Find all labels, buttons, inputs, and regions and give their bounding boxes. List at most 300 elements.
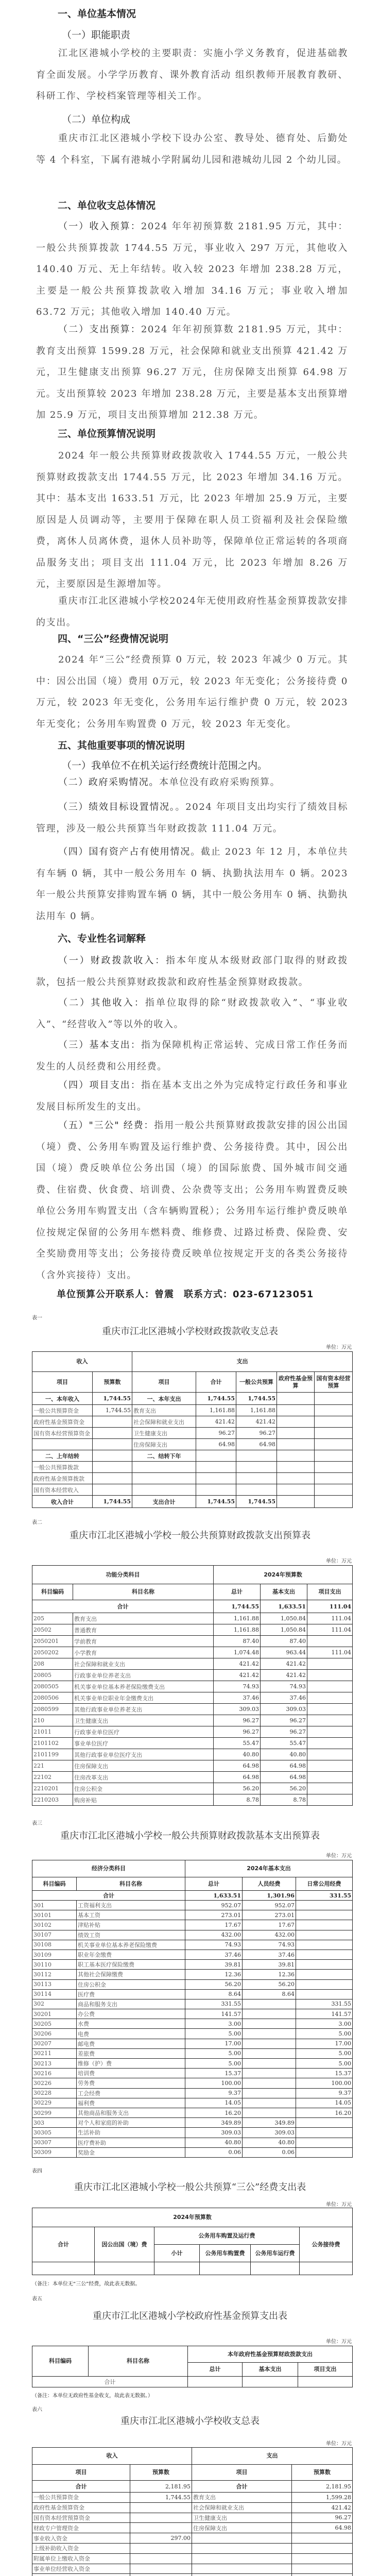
table-row [32, 2553, 353, 2564]
value-cell [236, 1450, 277, 1462]
definition-text: 指在基本支出之外为完成特定行政任务和事业发展目标所发生的支出。 [36, 1080, 348, 1112]
value-cell [130, 2564, 192, 2574]
value-cell: 17.00 [296, 2039, 353, 2048]
value-cell: 37.46 [185, 1950, 243, 1959]
value-cell: 1,744.55 [236, 1496, 277, 1508]
label-cell: 住房保障支出 [73, 1760, 214, 1772]
definition-fiscal-income [36, 950, 348, 993]
value-cell [315, 1484, 353, 1496]
table-row [32, 1715, 353, 1726]
gov-fund-table [32, 2346, 353, 2387]
value-cell [243, 2048, 296, 2058]
label-cell: 30110 [32, 1960, 77, 1970]
label-cell: 住房改革支出 [73, 1772, 214, 1783]
value-cell [243, 2009, 296, 2019]
header-budget-2024: 2024年预算数 [214, 1566, 353, 1584]
value-cell: 16.20 [296, 2108, 353, 2117]
label-cell: 30114 [32, 1989, 77, 1999]
value-cell: 1,744.55 [196, 1393, 236, 1405]
header-total: 合计 [32, 2227, 95, 2262]
value-cell: 17.67 [243, 1920, 296, 1930]
label-cell: 卫生健康支出 [132, 1428, 196, 1439]
table-row [32, 1658, 353, 1670]
assets-lead: （四）国有资产占有使用情况 [58, 846, 191, 857]
total-label: 合计 [32, 2481, 130, 2493]
label-cell: 30201 [32, 2009, 77, 2019]
column-header: 国有资本经营预算 [315, 1372, 353, 1393]
header-income: 收入 [32, 2448, 192, 2465]
label-cell: 30305 [32, 2128, 77, 2138]
value-cell: 421.42 [261, 1670, 307, 1681]
table-row [32, 1473, 353, 1484]
value-cell: 1,161.88 [236, 1405, 277, 1416]
value-cell [315, 1439, 353, 1450]
definition-text: 指用一般公共预算财政拨款安排的因公出国（境）费、公务用车购置及运行维护费、公务接待费。其中，因公出国（境）费反映单位公务出国（境）的国际旅费、国外城市间交通费、住宿费、伙食费、培训费、公杂费等支出；公务用车购置费反映单位公务用车购置支出（含车辆购置税）；公务用车运行维护费反映单位按规定保留的公务用车燃料费、维修费、过路过桥费、保险费、安全奖励费用等支出；公务接待费反映单位按规定开支的各类公务接待（含外宾接待）支出。 [36, 1120, 348, 1281]
label-cell: 住房公积金 [77, 1979, 185, 1989]
value-cell [296, 1970, 353, 1979]
value-cell: 14.05 [185, 2098, 243, 2108]
value-cell: 111.04 [307, 1647, 353, 1658]
header-car-purchase: 公务用车购置费 [200, 2245, 251, 2262]
table-row [32, 2088, 353, 2098]
column-header: 预算数 [130, 2465, 192, 2481]
label-cell: 2210201 [32, 1783, 73, 1794]
table-row [32, 2574, 353, 2576]
value-cell [292, 2574, 353, 2576]
value-cell: 64.98 [196, 1439, 236, 1450]
value-cell: 16.20 [185, 2108, 243, 2117]
value-cell: 1,050.84 [261, 1624, 307, 1636]
label-cell: 事业收入资金 [32, 2533, 130, 2544]
income-budget-text: 2024 年年初预算数 2181.95 万元，其中：一般公共预算拨款 1744.55 万元，事业收入 297 万元，其他收入 140.40 万元、无上年结转。收入较 2023 年增加 238.28 万元，主要是一般公共预算拨款收入增加 34.16 万元；事业收入增加 63.72 万元；其他收入增加 140.40 万元。 [36, 221, 348, 317]
label-cell: 国有资本经营收入 [32, 1484, 93, 1496]
column-header: 预算数 [292, 2465, 353, 2481]
label-cell: 机关事业单位基本养老保险缴费 [77, 1940, 185, 1950]
unit-label: 单位：万元 [326, 1558, 352, 1564]
label-cell: 30207 [32, 2039, 77, 2048]
column-header: 合计 [196, 1372, 236, 1393]
value-cell [93, 1428, 132, 1439]
value-cell [196, 1484, 236, 1496]
value-cell [307, 1715, 353, 1726]
label-cell: 劳务费 [77, 2078, 185, 2088]
value-cell [296, 1940, 353, 1950]
label-cell: 差旅费 [77, 2048, 185, 2058]
header-abroad: 因公出国（境）费 [95, 2227, 154, 2262]
contact-info: 单位预算公开联系人：曾震 联系方式：023-67123051 [57, 1289, 314, 1300]
label-cell: 30229 [32, 2098, 77, 2108]
value-cell [277, 1416, 315, 1428]
label-cell: 其他商品和服务支出 [77, 2108, 185, 2117]
value-cell: 421.42 [196, 1416, 236, 1428]
value-cell [315, 1393, 353, 1405]
unit-label: 单位：万元 [326, 2339, 352, 2345]
value-cell: 37.46 [243, 1950, 296, 1959]
value-cell [243, 2098, 296, 2108]
value-cell [277, 1484, 315, 1496]
column-header: 项目支出 [307, 1584, 353, 1600]
value-cell: 96.27 [196, 1428, 236, 1439]
table-row [32, 2029, 353, 2039]
value-cell [315, 1450, 353, 1462]
table-row [32, 1624, 353, 1636]
value-cell [130, 2502, 192, 2513]
value-cell [296, 1920, 353, 1930]
label-cell: 二、结转下年 [132, 1450, 196, 1462]
label-cell: 301 [32, 1901, 77, 1910]
label-cell [192, 2574, 292, 2576]
value-cell [307, 1738, 353, 1749]
table-row [32, 2069, 353, 2078]
value-cell: 96.27 [261, 1726, 307, 1738]
value-cell: 40.80 [185, 2138, 243, 2147]
value-cell: 74.93 [185, 1940, 243, 1950]
label-cell: 机关事业单位职业年金缴费支出 [73, 1692, 214, 1704]
label-cell: 2080505 [32, 1681, 73, 1692]
label-cell: 奖励金 [77, 2147, 185, 2157]
value-cell: 8.64 [243, 1989, 296, 1999]
value-cell [315, 1428, 353, 1439]
label-cell: 30101 [32, 1910, 77, 1920]
section-heading-2: 二、单位收支总体情况 [58, 200, 156, 211]
value-cell [296, 2128, 353, 2138]
value-cell [307, 1794, 353, 1806]
value-cell: 74.93 [243, 1940, 296, 1950]
table-row [32, 1484, 353, 1496]
value-cell: 15.37 [296, 2069, 353, 2078]
unit-label: 单位：万元 [326, 2202, 352, 2208]
label-cell: 30211 [32, 2048, 77, 2058]
assets-text: 。截止 2023 年 12 月，本单位共有车辆 0 辆，其中一般公务用车 0 辆、执勤执法用车 0 辆。2023 年一般公共预算安排购置车辆 0 辆，其中一般公务用车 0 辆、执勤执法用车 0 辆。 [36, 846, 348, 922]
table-row [32, 1393, 353, 1405]
unit-label: 单位：万元 [326, 1345, 352, 1350]
value-cell [277, 1428, 315, 1439]
table-row [32, 2009, 353, 2019]
value-cell: 5.00 [296, 2059, 353, 2069]
value-cell [130, 2543, 192, 2553]
table-row [32, 2564, 353, 2574]
value-cell: 5.00 [185, 2059, 243, 2069]
label-cell: 2210203 [32, 1794, 73, 1806]
label-cell: 其他行政事业单位医疗支出 [73, 1749, 214, 1760]
label-cell: 对个人和家庭的补助 [77, 2118, 185, 2128]
label-cell: 30109 [32, 1950, 77, 1959]
table-row [32, 1979, 353, 1989]
label-cell: 行政事业单位养老支出 [73, 1670, 214, 1681]
label-cell: 住房保障支出 [132, 1439, 196, 1450]
total-label: 合计 [32, 2377, 188, 2387]
column-header: 项目 [32, 1372, 93, 1393]
table-row [32, 1726, 353, 1738]
value-cell: 432.00 [185, 1930, 243, 1940]
label-cell: 教育支出 [132, 1405, 196, 1416]
value-cell: 952.07 [185, 1901, 243, 1910]
table-row [32, 1783, 353, 1794]
value-cell: 421.42 [214, 1670, 261, 1681]
value-cell [277, 1473, 315, 1484]
value-cell [243, 2069, 296, 2078]
value-cell: 17.00 [185, 2039, 243, 2048]
column-header: 科目编码 [32, 1584, 73, 1600]
table-row [32, 1738, 353, 1749]
definition-lead: （四）项目支出： [58, 1080, 142, 1091]
label-cell [32, 2574, 130, 2576]
label-cell: 津贴补贴 [77, 1920, 185, 1930]
paragraph-duties: 江北区港城小学校的主要职责：实施小学义务教育，促进基础教育全面发展。小学学历教育、课外教育活动 组织教师开展教育教研、科研工作、学校档案管理等相关工作。 [36, 48, 348, 101]
value-cell: 0.06 [185, 2147, 243, 2157]
table-row [32, 2078, 353, 2088]
label-cell: 20805 [32, 1670, 73, 1681]
label-cell: 一般公共预算资金 [32, 2493, 130, 2503]
definition-other-income [36, 992, 348, 1035]
label-cell: 30226 [32, 2078, 77, 2088]
table-row [32, 1450, 353, 1462]
table-row [32, 1428, 353, 1439]
performance-lead: （三）绩效目标设置情况。 [58, 802, 176, 812]
table-title: 重庆市江北区港城小学校财政拨款收支总表 [102, 1326, 278, 1337]
value-cell [93, 1484, 132, 1496]
value-cell [296, 1989, 353, 1999]
definition-lead: （二）其他收入： [58, 997, 145, 1008]
table-row [32, 1901, 353, 1910]
table-row [32, 2493, 353, 2503]
header-basic-2024: 2024年基本支出 [185, 1860, 353, 1877]
value-cell: 963.44 [261, 1647, 307, 1658]
value-cell [292, 2533, 353, 2544]
value-cell: 39.81 [243, 1960, 296, 1970]
table-label: 表三 [32, 1821, 42, 1826]
table-row [32, 2039, 353, 2048]
value-cell: 9.37 [296, 2088, 353, 2098]
value-cell: 9.37 [185, 2088, 243, 2098]
value-cell: 273.01 [243, 1910, 296, 1920]
column-header: 一般公共预算 [236, 1372, 277, 1393]
value-cell [236, 1462, 277, 1473]
value-cell [93, 1450, 132, 1462]
label-cell: 附属单位上缴收入资金 [32, 2553, 130, 2564]
value-cell [307, 1636, 353, 1647]
value-cell: 96.27 [214, 1726, 261, 1738]
value-cell [307, 1726, 353, 1738]
label-cell: 2080506 [32, 1692, 73, 1704]
label-cell: 办公费 [77, 2009, 185, 2019]
table-total-row [32, 1891, 353, 1901]
value-cell [243, 2088, 296, 2098]
value-cell [307, 1681, 353, 1692]
value-cell [93, 1473, 132, 1484]
value-cell [307, 1704, 353, 1715]
definition-lead: （三）基本支出： [58, 1040, 142, 1050]
value-cell [243, 2029, 296, 2039]
table-row [32, 1416, 353, 1428]
label-cell: 国有资本经营预算资金 [32, 1428, 93, 1439]
table-row [32, 2118, 353, 2128]
label-cell: 收入合计 [32, 1496, 93, 1508]
expense-budget-text: 2024 年年初预算数 2181.95 万元，其中：教育支出预算 1599.28 万元，社会保障和就业支出预算 421.42 万元，卫生健康支出预算 96.27 万元，住房保障支出预算 64.98 万元。支出预算较 2023 年增加 238.28 万元，主要是基本支出预算增加 25.9 万元，项目支出预算增加 212.38 万元。 [36, 324, 348, 420]
table-row [32, 2533, 353, 2544]
income-budget-lead: （一）收入预算： [58, 221, 141, 232]
label-cell: 30307 [32, 2138, 77, 2147]
label-cell: 教育支出 [73, 1613, 214, 1624]
value-cell [307, 1658, 353, 1670]
table-total-row [32, 2377, 353, 2387]
label-cell: 政府性基金预算资金 [32, 1416, 93, 1428]
label-cell: 2050201 [32, 1636, 73, 1647]
value-cell [243, 2039, 296, 2048]
header-code: 科目编码 [32, 2346, 89, 2377]
label-cell: 生活补助 [77, 2128, 185, 2138]
label-cell [32, 1439, 93, 1450]
value-cell [130, 2523, 192, 2533]
column-header: 科目名称 [73, 1584, 214, 1600]
table-total-row [32, 2481, 353, 2493]
paragraph-performance [36, 796, 348, 839]
label-cell: 30113 [32, 1979, 77, 1989]
table-row [32, 1772, 353, 1783]
value-cell: 37.46 [261, 1692, 307, 1704]
value-cell: 64.98 [261, 1760, 307, 1772]
header-expense: 支出 [132, 1352, 353, 1372]
label-cell [132, 1473, 196, 1484]
value-cell: 55.47 [261, 1738, 307, 1749]
value-cell: 952.07 [243, 1901, 296, 1910]
table-row [32, 1910, 353, 1920]
value-cell: 1,050.84 [261, 1613, 307, 1624]
label-cell: 职业年金缴费 [77, 1950, 185, 1959]
section-heading-5: 五、其他重要事项的情况说明 [58, 740, 185, 751]
table-title: 重庆市江北区港城小学校收支总表 [120, 2416, 260, 2427]
value-cell: 74.93 [261, 1681, 307, 1692]
value-cell [315, 1405, 353, 1416]
table-row [32, 2098, 353, 2108]
section-heading-4: 四、“三公”经费情况说明 [58, 633, 168, 645]
value-cell: 55.47 [214, 1738, 261, 1749]
value-cell: 39.81 [185, 1960, 243, 1970]
table-row [32, 2019, 353, 2029]
label-cell: 2101102 [32, 1738, 73, 1749]
label-cell: 一、本年收入 [32, 1393, 93, 1405]
table-row [32, 1960, 353, 1970]
label-cell: 21011 [32, 1726, 73, 1738]
label-cell: 水费 [77, 2019, 185, 2029]
value-cell: 1,744.55 [130, 2493, 192, 2503]
value-cell: 74.93 [214, 1681, 261, 1692]
table-row [32, 1970, 353, 1979]
value-cell: 96.27 [214, 1715, 261, 1726]
definition-text: 指本年度从本级财政部门取得的财政拨款，包括一般公共预算财政拨款和政府性基金预算财政拨款。 [36, 955, 348, 988]
label-cell: 教育支出 [192, 2493, 292, 2503]
table-row [32, 1692, 353, 1704]
value-cell [196, 1473, 236, 1484]
paragraph-budget-explanation: 2024 年一般公共预算财政拨款收入 1744.55 万元，一般公共预算财政拨款支出 1744.55 万元，比 2023 年增加 34.16 万元。其中：基本支出 1633.51 万元，比 2023 年增加 25.9 万元，主要原因是人员调动等，主要用于保障在职人员工资福利及社会保险缴费，离休人员离休费，退休人员补助等，保障单位正常运转的各项商品服务支出；项目支出 111.04 万元，比 2023 年增加 8.26 万元，主要原因是生源增加等。 [36, 450, 348, 589]
unit-label: 单位：万元 [326, 1853, 352, 1859]
paragraph-three-public: 2024 年“三公”经费预算 0 万元，较 2023 年减少 0 万元。其中：因公出国（境）费用 0万元，较 2023 年无变化；公务接待费 0 万元，较 2023 年无变化，公务用车运行维护费 0 万元，较 2023 年无变化；公务用车购置费 0 万元，较 2023 年无变化。 [36, 654, 348, 730]
label-cell: 小学教育 [73, 1647, 214, 1658]
table-row [32, 1670, 353, 1681]
column-header: 科目名称 [77, 1877, 185, 1891]
value-cell [307, 1760, 353, 1772]
table-note: （备注：本单位无政府性基金收支，故此表无数据。） [32, 2393, 153, 2399]
value-cell [292, 2543, 353, 2553]
value-cell [307, 1692, 353, 1704]
value-cell: 1,744.55 [93, 1405, 132, 1416]
label-cell: 卫生健康支出 [73, 1715, 214, 1726]
column-header: 项目 [32, 2465, 130, 2481]
label-cell: 30107 [32, 1930, 77, 1940]
three-public-table [32, 2208, 353, 2275]
label-cell: 事业单位医疗 [73, 1738, 214, 1749]
value-cell [296, 2118, 353, 2128]
header-economic-class: 经济分类科目 [32, 1860, 185, 1877]
value-cell: 1,744.55 [236, 1393, 277, 1405]
definition-text: 指为保障机构正常运转、完成日常工作任务而发生的人员经费和公用经费。 [36, 1040, 348, 1072]
value-cell: 100.00 [185, 2078, 243, 2088]
table-row [32, 1636, 353, 1647]
label-cell [132, 1462, 196, 1473]
value-cell: 297.00 [130, 2533, 192, 2544]
value-cell: 309.03 [185, 2128, 243, 2138]
value-cell: 111.04 [307, 1624, 353, 1636]
table-label: 表四 [32, 2168, 42, 2174]
column-header: 人员经费 [243, 1877, 296, 1891]
column-header: 政府性基金预算 [277, 1372, 315, 1393]
table-row [32, 2543, 353, 2553]
value-cell: 56.20 [261, 1783, 307, 1794]
table-row [32, 2138, 353, 2147]
value-cell [196, 1450, 236, 1462]
value-cell: 421.42 [236, 1416, 277, 1428]
value-cell: 1,161.88 [196, 1405, 236, 1416]
label-cell: 社会保障和就业支出 [73, 1658, 214, 1670]
label-cell: 30112 [32, 1970, 77, 1979]
label-cell [132, 1484, 196, 1496]
label-cell: 医疗费 [77, 1989, 185, 1999]
value-cell: 421.42 [214, 1658, 261, 1670]
label-cell: 205 [32, 1613, 73, 1624]
value-cell: 111.04 [307, 1613, 353, 1624]
label-cell: 医疗费补助 [77, 2138, 185, 2147]
header-reception: 公务接待费 [300, 2227, 353, 2262]
value-cell: 40.80 [214, 1749, 261, 1760]
header-basic: 基本支出 [243, 2363, 298, 2377]
header-car: 公务用车购置及运行费 [154, 2227, 300, 2245]
table-row [32, 2059, 353, 2069]
value-cell [296, 1950, 353, 1959]
value-cell [296, 1960, 353, 1970]
value-cell [296, 1901, 353, 1910]
value-cell [292, 2564, 353, 2574]
paragraph-gov-fund: 重庆市江北区港城小学校2024年无使用政府性基金预算拨款安排的支出。 [36, 596, 348, 628]
value-cell [243, 1999, 296, 2009]
label-cell: 基本工资 [77, 1910, 185, 1920]
value-cell [307, 1749, 353, 1760]
value-cell: 273.01 [185, 1910, 243, 1920]
procurement-lead: （二）政府采购情况。 [58, 777, 159, 788]
value-cell [315, 1473, 353, 1484]
label-cell: 30102 [32, 1920, 77, 1930]
header-functional-class: 功能分类科目 [32, 1566, 214, 1584]
value-cell [292, 2553, 353, 2564]
value-cell: 56.20 [243, 1979, 296, 1989]
value-cell [93, 1416, 132, 1428]
value-cell [296, 2138, 353, 2147]
header-budget-2024: 2024年预算数 [32, 2208, 353, 2227]
table-label: 表二 [32, 1520, 42, 1526]
value-cell [93, 1439, 132, 1450]
value-cell: 421.42 [261, 1658, 307, 1670]
value-cell: 1,161.88 [214, 1624, 261, 1636]
table-row [32, 1496, 353, 1508]
